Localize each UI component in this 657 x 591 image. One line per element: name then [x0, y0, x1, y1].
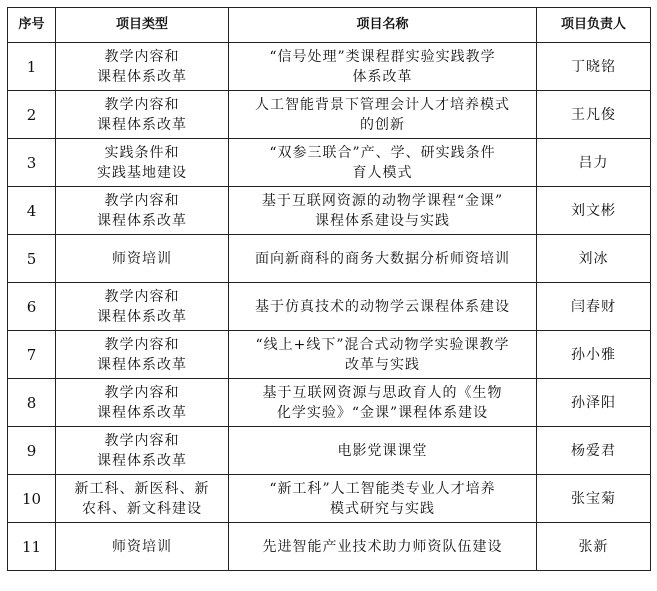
table-row — [8, 43, 651, 91]
cell-project-lead: 吕力 — [537, 139, 651, 187]
cell-project-name — [229, 43, 537, 91]
cell-project-type — [56, 139, 229, 187]
project-name-line: 基于互联网资源的动物学课程“金课” — [261, 192, 504, 209]
project-type-line: 教学内容和 — [104, 48, 180, 65]
project-name-line: 基于仿真技术的动物学云课程体系建设 — [255, 298, 510, 315]
table-row — [8, 427, 651, 475]
project-name-line: “双参三联合”产、学、研实践条件 — [269, 144, 496, 161]
project-name-line: 改革与实践 — [345, 356, 420, 373]
project-type-line: 教学内容和 — [104, 288, 180, 305]
project-type-line: 师资培训 — [112, 250, 172, 267]
cell-project-type — [56, 187, 229, 235]
cell-project-lead: 杨爱君 — [537, 427, 651, 475]
project-table — [7, 7, 651, 571]
table-row — [8, 187, 651, 235]
table-row — [8, 523, 651, 571]
project-type-line: 课程体系改革 — [97, 116, 187, 133]
cell-project-name — [229, 235, 537, 283]
cell-project-lead: 张宝菊 — [537, 475, 651, 523]
cell-project-name — [229, 187, 537, 235]
project-name-line: 面向新商科的商务大数据分析师资培训 — [255, 250, 510, 267]
table-header-row — [8, 8, 651, 43]
cell-project-lead: 闫春财 — [537, 283, 651, 331]
cell-project-type — [56, 379, 229, 427]
table-row — [8, 235, 651, 283]
project-name-line: 人工智能背景下管理会计人才培养模式 — [255, 96, 510, 113]
cell-project-name — [229, 283, 537, 331]
cell-number: 8 — [8, 379, 56, 427]
cell-project-lead: 刘冰 — [537, 235, 651, 283]
cell-project-name — [229, 331, 537, 379]
cell-project-type — [56, 331, 229, 379]
cell-project-type — [56, 523, 229, 571]
project-type-line: 教学内容和 — [104, 192, 180, 209]
header-number: 序号 — [8, 8, 56, 43]
cell-project-name — [229, 523, 537, 571]
project-name-line: 基于互联网资源与思政育人的《生物 — [262, 384, 503, 401]
cell-project-lead: 张新 — [537, 523, 651, 571]
project-type-line: 教学内容和 — [104, 336, 180, 353]
cell-project-name — [229, 91, 537, 139]
project-type-line: 课程体系改革 — [97, 68, 187, 85]
project-type-line: 农科、新文科建设 — [82, 500, 202, 517]
header-project-type: 项目类型 — [56, 8, 229, 43]
project-table-container — [7, 7, 651, 571]
table-row — [8, 283, 651, 331]
project-type-line: 教学内容和 — [104, 96, 180, 113]
project-name-line: 模式研究与实践 — [330, 500, 435, 517]
table-row — [8, 475, 651, 523]
project-type-line: 实践基地建设 — [97, 164, 187, 181]
cell-number: 1 — [8, 43, 56, 91]
cell-project-name — [229, 379, 537, 427]
cell-project-type — [56, 283, 229, 331]
cell-number: 3 — [8, 139, 56, 187]
cell-project-type — [56, 475, 229, 523]
cell-project-lead: 丁晓铭 — [537, 43, 651, 91]
cell-number: 10 — [8, 475, 56, 523]
header-project-lead: 项目负责人 — [537, 8, 651, 43]
project-name-line: 课程体系建设与实践 — [315, 212, 450, 229]
project-name-line: 电影党课课堂 — [337, 442, 428, 459]
table-body — [8, 43, 651, 571]
project-type-line: 教学内容和 — [104, 432, 180, 449]
cell-number: 9 — [8, 427, 56, 475]
project-name-line: 的创新 — [360, 116, 405, 133]
cell-number: 11 — [8, 523, 56, 571]
project-name-line: 先进智能产业技术助力师资队伍建设 — [262, 538, 503, 555]
cell-project-lead: 王凡俊 — [537, 91, 651, 139]
project-type-line: 课程体系改革 — [97, 452, 187, 469]
cell-project-name — [229, 475, 537, 523]
cell-project-lead: 孙小雅 — [537, 331, 651, 379]
project-name-line: “新工科”人工智能类专业人才培养 — [269, 480, 496, 497]
project-type-line: 教学内容和 — [104, 384, 180, 401]
project-type-line: 新工科、新医科、新 — [74, 480, 210, 497]
cell-project-name — [229, 139, 537, 187]
project-name-line: 育人模式 — [352, 164, 413, 181]
project-type-line: 实践条件和 — [104, 144, 180, 161]
cell-number: 5 — [8, 235, 56, 283]
table-row — [8, 331, 651, 379]
cell-number: 7 — [8, 331, 56, 379]
project-type-line: 课程体系改革 — [97, 212, 187, 229]
cell-project-name — [229, 427, 537, 475]
project-name-line: “信号处理”类课程群实验实践教学 — [269, 48, 496, 65]
cell-project-type — [56, 91, 229, 139]
cell-number: 4 — [8, 187, 56, 235]
project-type-line: 师资培训 — [112, 538, 172, 555]
table-row — [8, 139, 651, 187]
cell-project-type — [56, 427, 229, 475]
cell-number: 2 — [8, 91, 56, 139]
project-name-line: “线上+线下”混合式动物学实验课教学 — [255, 336, 510, 353]
cell-project-type — [56, 43, 229, 91]
table-row — [8, 379, 651, 427]
table-row — [8, 91, 651, 139]
project-type-line: 课程体系改革 — [97, 308, 187, 325]
cell-project-lead: 刘文彬 — [537, 187, 651, 235]
project-name-line: 化学实验》“金课”课程体系建设 — [276, 404, 489, 421]
cell-project-type — [56, 235, 229, 283]
cell-project-lead: 孙泽阳 — [537, 379, 651, 427]
cell-number: 6 — [8, 283, 56, 331]
project-type-line: 课程体系改革 — [97, 356, 187, 373]
header-project-name: 项目名称 — [229, 8, 537, 43]
project-name-line: 体系改革 — [352, 68, 413, 85]
project-type-line: 课程体系改革 — [97, 404, 187, 421]
